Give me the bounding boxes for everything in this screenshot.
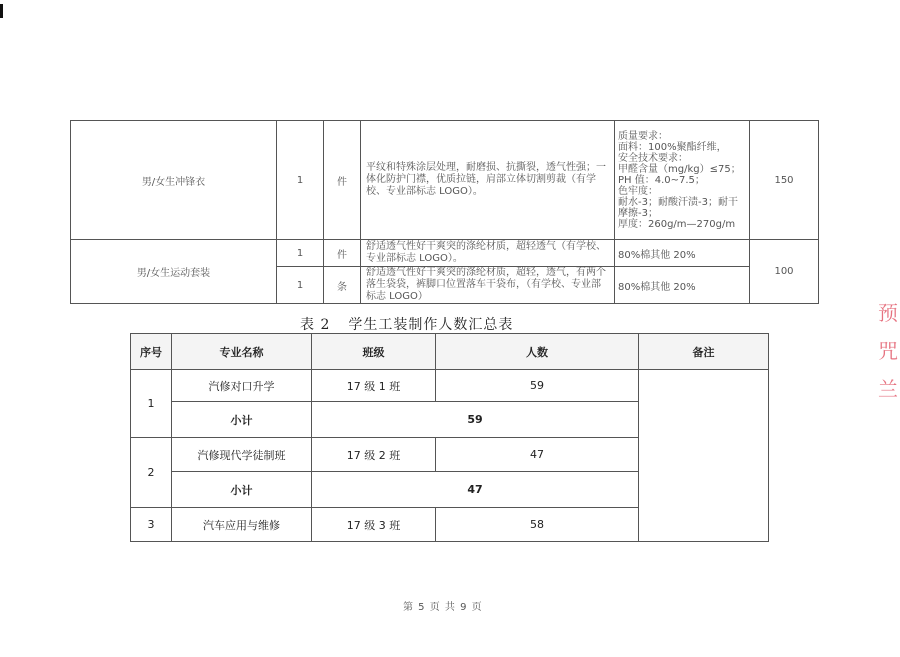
stamp-glyph: 咒 — [878, 339, 898, 363]
header-no: 序号 — [131, 334, 172, 370]
product-quality-list — [615, 121, 750, 240]
product-qty: 1 — [277, 267, 324, 304]
product-price: 100 — [750, 240, 819, 304]
table-row — [131, 370, 769, 402]
scan-edge-mark — [0, 4, 3, 18]
product-description: 平纹和特殊涂层处理，耐磨损、抗撕裂，透气性强；一体化防护门襟，优质拉链，肩部立体切割剪裁（有学校、专业部标志 LOGO）。 — [361, 121, 615, 240]
subtotal-label: 小计 — [172, 472, 312, 508]
product-unit: 件 — [324, 121, 361, 240]
caption-number: 表 2 — [300, 317, 331, 333]
quality-line: 厚度：260g/m—270g/m — [618, 218, 736, 230]
red-seal-stamp — [878, 303, 900, 417]
stamp-glyph: 预 — [878, 301, 898, 325]
table-header-row — [131, 334, 769, 370]
product-quality: 80%棉其他 20% — [615, 267, 750, 304]
product-quality: 80%棉其他 20% — [615, 240, 750, 267]
class-name: 17 级 2 班 — [312, 438, 436, 472]
quality-line: 甲醛含量（mg/kg）≤75； — [618, 163, 741, 175]
major-name: 汽车应用与维修 — [172, 508, 312, 542]
product-unit: 条 — [324, 267, 361, 304]
product-unit: 件 — [324, 240, 361, 267]
student-count: 59 — [436, 370, 639, 402]
product-qty: 1 — [277, 121, 324, 240]
table-caption — [300, 314, 513, 334]
product-price: 150 — [750, 121, 819, 240]
table-row — [71, 240, 819, 267]
student-count-summary-table — [130, 333, 769, 542]
product-qty: 1 — [277, 240, 324, 267]
quality-line: PH 值：4.0~7.5； — [618, 174, 705, 186]
caption-title: 学生工装制作人数汇总表 — [348, 317, 514, 333]
class-name: 17 级 1 班 — [312, 370, 436, 402]
subtotal-label: 小计 — [172, 402, 312, 438]
header-count: 人数 — [436, 334, 639, 370]
table-row — [71, 121, 819, 240]
quality-line: 色牢度： — [618, 185, 658, 197]
quality-line: 安全技术要求： — [618, 152, 688, 164]
stamp-glyph: 兰 — [878, 377, 898, 401]
major-name: 汽修对口升学 — [172, 370, 312, 402]
remark-cell — [639, 370, 769, 542]
student-count: 47 — [436, 438, 639, 472]
row-number: 1 — [131, 370, 172, 438]
product-name: 男/女生冲锋衣 — [71, 121, 277, 240]
subtotal-value: 59 — [312, 402, 639, 438]
class-name: 17 级 3 班 — [312, 508, 436, 542]
row-number: 2 — [131, 438, 172, 508]
subtotal-value: 47 — [312, 472, 639, 508]
header-remark: 备注 — [639, 334, 769, 370]
product-description: 舒适透气性好干爽突的涤纶材质，超轻透气（有学校、专业部标志 LOGO）。 — [361, 240, 615, 267]
product-description: 舒适透气性好干爽突的涤纶材质，超轻，透气，有两个落生袋袋，裤脚口位置落车干袋布，（有学校、专业部标志 LOGO） — [361, 267, 615, 304]
quality-line: 耐水-3；耐酸汗渍-3；耐干摩擦-3； — [618, 196, 738, 219]
quality-line: 质量要求： — [618, 130, 668, 142]
uniform-spec-table — [70, 120, 819, 304]
header-class: 班级 — [312, 334, 436, 370]
row-number: 3 — [131, 508, 172, 542]
quality-line: 面料：100%聚酯纤维， — [618, 141, 727, 153]
student-count: 58 — [436, 508, 639, 542]
product-name: 男/女生运动套装 — [71, 240, 277, 304]
major-name: 汽修现代学徒制班 — [172, 438, 312, 472]
header-major: 专业名称 — [172, 334, 312, 370]
page-number: 第 5 页 共 9 页 — [403, 602, 483, 613]
